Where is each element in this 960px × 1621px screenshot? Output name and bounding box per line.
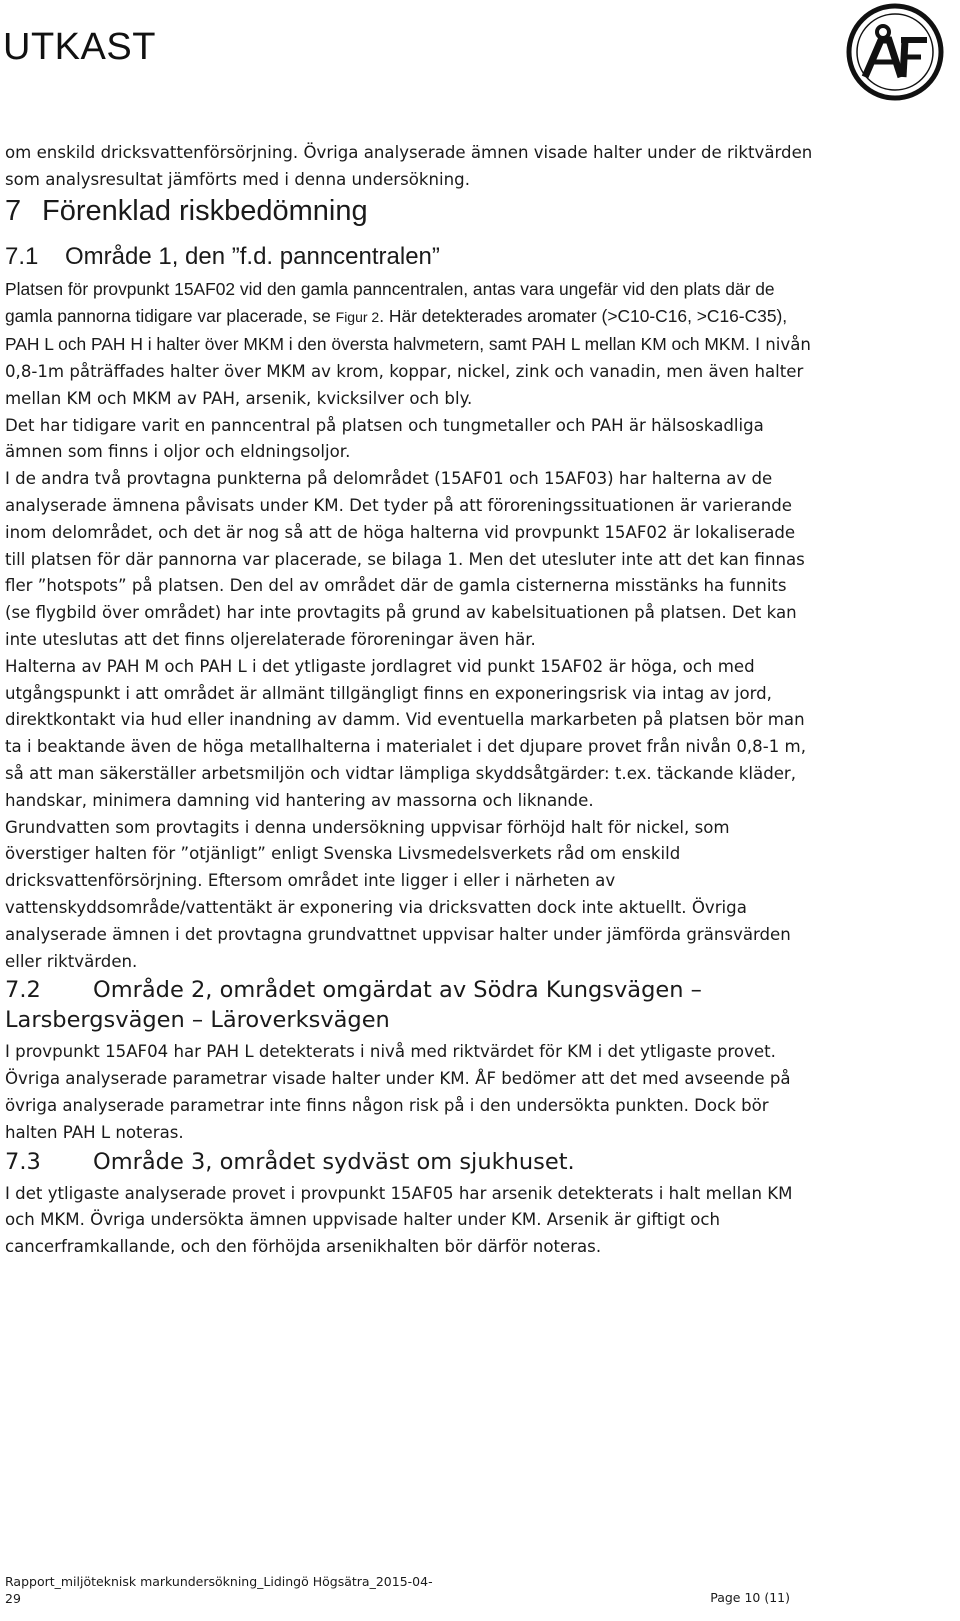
section-7-title: Förenklad riskbedömning <box>42 194 368 227</box>
section-7-2-number: 7.2 <box>5 977 41 1004</box>
section-7-2-paragraph-1: I provpunkt 15AF04 har PAH L detekterats i nivå med riktvärdet för KM i det ytligaste provet. Övriga analyserade parametrar visade halter under KM. ÅF bedömer att det med avseende på övriga analyserade parametrar inte finns någon risk på i den undersökta punkten. Dock bör halten PAH L noteras. <box>5 1042 791 1142</box>
figure-2-reference[interactable]: Figur 2 <box>335 309 380 326</box>
section-7-1-paragraph-4: Halterna av PAH M och PAH L i det ytligaste jordlagret vid punkt 15AF02 är höga, och med utgångspunkt i att området är allmänt tillgängligt finns en exponeringsrisk via intag av jord, direktkontakt via hud eller inandning av damm. Vid eventuella markarbeten på platsen bör man ta i beaktande även de höga metallhalterna i materialet i det djupare provet från nivån 0,8-1 m, så att man säkerställer arbetsmiljön och vidtar lämpliga skyddsåtgärder: t.ex. täckande kläder, handskar, minimera damning vid hantering av massorna och liknande. <box>5 656 806 810</box>
section-7-1-heading <box>5 242 815 272</box>
paragraph-1-findings: . Här detekterades aromater (>C10-C16, >C16-C35), PAH L och PAH H i halter över MKM i den översta halvmetern, samt PAH L mellan KM och MKM. <box>5 306 788 355</box>
paragraph-1-depth-findings: I nivån 0,8-1m påträffades halter över MKM av krom, koppar, nickel, zink och vanadin, men även halter mellan KM och MKM av PAH, arsenik, kvicksilver och bly. <box>5 335 811 408</box>
section-7-3-heading <box>5 1147 815 1177</box>
section-7-1-paragraph-1 <box>5 276 815 413</box>
section-7-1-paragraph-3: I de andra två provtagna punkterna på delområdet (15AF01 och 15AF03) har halterna av de analyserade ämnena påvisats under KM. Det tyder på att föroreningssituationen är varierande inom delområdet, och det är nog så att de höga halterna vid provpunkt 15AF02 är lokaliserade till platsen för där pannorna var placerade, se bilaga 1. Men det utesluter inte att det kan finnas fler ”hotspots” på platsen. Den del av området där de gamla cisternerna misstänks ha funnits (se flygbild över området) har inte provtagits på grund av kabelsituationen på platsen. Det kan inte uteslutas att det finns oljerelaterade föroreningar även här. <box>5 469 805 649</box>
section-7-2-title: Område 2, området omgärdat av Södra Kungsvägen – Larsbergsvägen – Läroverksvägen <box>5 977 702 1034</box>
document-page <box>5 140 815 1261</box>
section-7-1-paragraph-2: Det har tidigare varit en panncentral på platsen och tungmetaller och PAH är hälsoskadliga ämnen som finns i oljor och eldningsoljor. <box>5 415 764 462</box>
section-7-1-paragraph-5: Grundvatten som provtagits i denna undersökning uppvisar förhöjd halt för nickel, som överstiger halten för ”otjänligt” enligt Svenska Livsmedelsverkets råd om enskild dricksvattenförsörjning. Eftersom området inte ligger i eller i närheten av vattenskyddsområde/vattentäkt är exponering via dricksvatten dock inte aktuellt. Övriga analyserade ämnen i det provtagna grundvattnet uppvisar halter under jämförda gränsvärden eller riktvärden. <box>5 817 791 971</box>
section-7-3-paragraph-1: I det ytligaste analyserade provet i provpunkt 15AF05 har arsenik detekterats i halt mellan KM och MKM. Övriga undersökta ämnen uppvisade halter under KM. Arsenik är giftigt och cancerframkallande, och den förhöjda arsenikhalten bör därför noteras. <box>5 1183 793 1257</box>
section-7-3-title: Område 3, området sydväst om sjukhuset. <box>93 1148 575 1175</box>
paragraph-1-intro: Platsen för provpunkt 15AF02 vid den gamla panncentralen, antas vara ungefär vid den plats där de gamla pannorna tidigare var placerade, se <box>5 278 775 327</box>
section-7-3-number: 7.3 <box>5 1148 41 1175</box>
footer-page-number: Page 10 (11) <box>710 1590 790 1605</box>
section-7-number: 7 <box>5 194 22 227</box>
af-logo <box>845 2 945 102</box>
footer-report-name: Rapport_miljöteknisk markundersökning_Lidingö Högsätra_2015-04-29 <box>5 1574 433 1606</box>
draft-watermark: UTKAST <box>3 26 156 68</box>
lead-paragraph: om enskild dricksvattenförsörjning. Övriga analyserade ämnen visade halter under de riktvärden som analysresultat jämförts med i denna undersökning. <box>5 143 813 189</box>
section-7-heading <box>5 194 815 228</box>
section-7-2-heading <box>5 975 815 1035</box>
section-7-1-title: Område 1, den ”f.d. panncentralen” <box>65 242 440 270</box>
section-7-1-number: 7.1 <box>5 242 39 270</box>
